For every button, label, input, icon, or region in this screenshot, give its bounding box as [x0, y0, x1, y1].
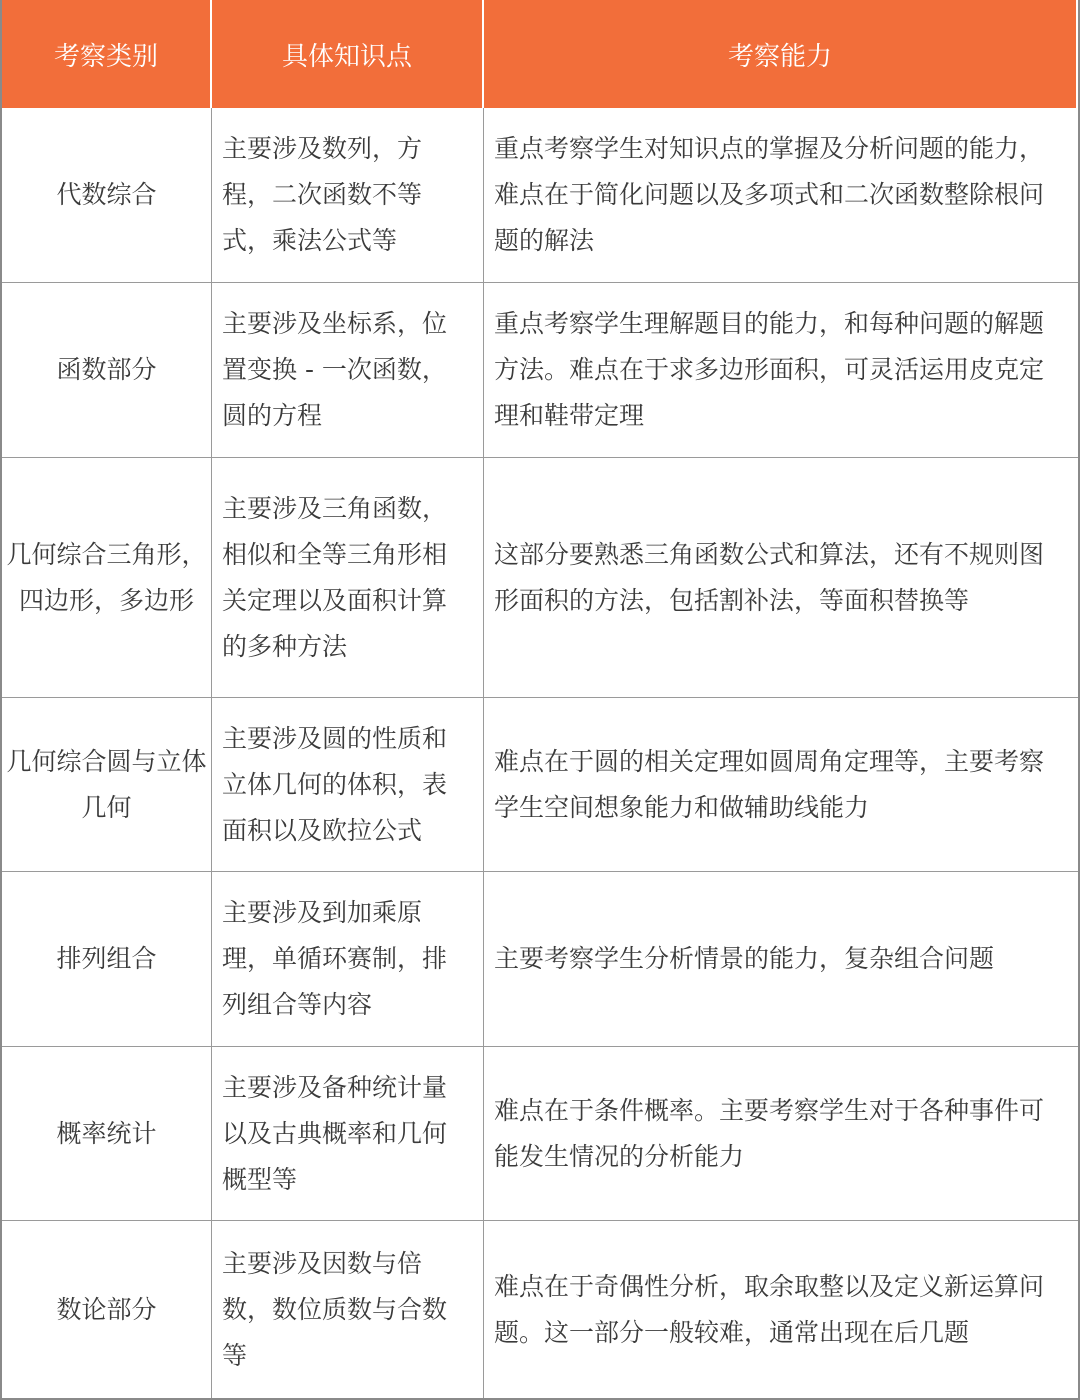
category-cell: 函数部分 [2, 283, 212, 458]
category-cell: 几何综合三角形，四边形，多边形 [2, 458, 212, 698]
ability-cell: 难点在于圆的相关定理如圆周角定理等，主要考察学生空间想象能力和做辅助线能力 [484, 698, 1078, 872]
knowledge-cell: 主要涉及备种统计量以及古典概率和几何概型等 [212, 1047, 484, 1221]
header-ability: 考察能力 [484, 0, 1078, 108]
knowledge-cell: 主要涉及到加乘原理，单循环赛制，排列组合等内容 [212, 872, 484, 1047]
category-cell: 数论部分 [2, 1221, 212, 1398]
ability-cell: 这部分要熟悉三角函数公式和算法，还有不规则图形面积的方法，包括割补法，等面积替换等 [484, 458, 1078, 698]
knowledge-cell: 主要涉及圆的性质和立体几何的体积，表面积以及欧拉公式 [212, 698, 484, 872]
ability-cell: 难点在于条件概率。主要考察学生对于各种事件可能发生情况的分析能力 [484, 1047, 1078, 1221]
category-cell: 排列组合 [2, 872, 212, 1047]
knowledge-cell: 主要涉及三角函数，相似和全等三角形相关定理以及面积计算的多种方法 [212, 458, 484, 698]
ability-cell: 重点考察学生对知识点的掌握及分析问题的能力，难点在于简化问题以及多项式和二次函数整除根问题的解法 [484, 108, 1078, 283]
category-cell: 代数综合 [2, 108, 212, 283]
header-category: 考察类别 [2, 0, 212, 108]
ability-cell: 重点考察学生理解题目的能力，和每种问题的解题方法。难点在于求多边形面积，可灵活运用皮克定理和鞋带定理 [484, 283, 1078, 458]
category-cell: 几何综合圆与立体几何 [2, 698, 212, 872]
category-cell: 概率统计 [2, 1047, 212, 1221]
knowledge-cell: 主要涉及因数与倍数，数位质数与合数等 [212, 1221, 484, 1398]
ability-cell: 主要考察学生分析情景的能力，复杂组合问题 [484, 872, 1078, 1047]
ability-cell: 难点在于奇偶性分析，取余取整以及定义新运算问题。这一部分一般较难，通常出现在后几题 [494, 1271, 1045, 1347]
header-knowledge: 具体知识点 [212, 0, 484, 108]
knowledge-cell: 主要涉及坐标系，位置变换 - 一次函数，圆的方程 [212, 283, 484, 458]
knowledge-cell: 主要涉及数列，方程，二次函数不等式，乘法公式等 [212, 108, 484, 283]
